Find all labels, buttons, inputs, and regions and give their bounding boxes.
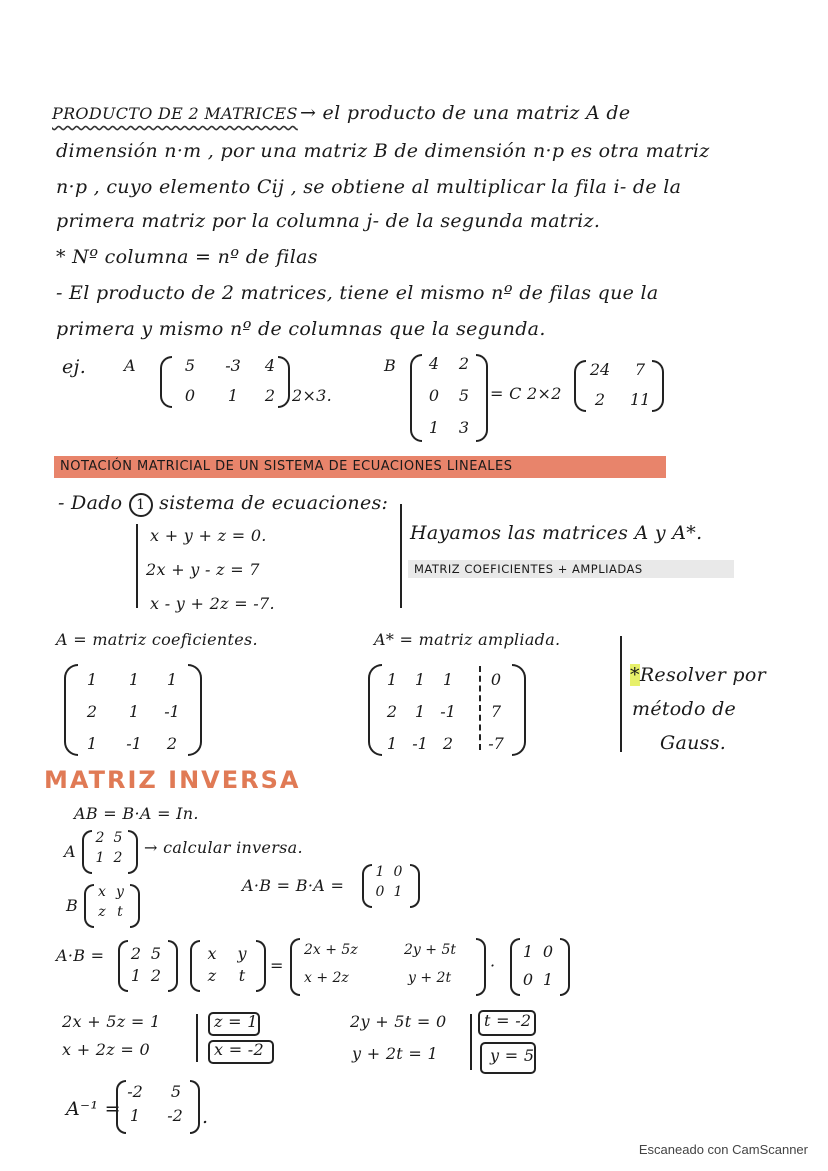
coef-left-bracket xyxy=(64,664,78,756)
prod-equals: = xyxy=(270,956,284,975)
matrix-a-cell: 5 xyxy=(184,356,196,375)
coef-cell: -1 xyxy=(126,734,142,753)
matrix-b-cell: 0 xyxy=(428,386,440,405)
coef-cell: 1 xyxy=(166,670,178,689)
prod-b-right xyxy=(256,940,266,992)
matrix-coef-label: A = matriz coeficientes. xyxy=(56,630,258,649)
system2-brace xyxy=(470,1014,472,1070)
ampliada-cell: -7 xyxy=(488,734,504,753)
coef-right-bracket xyxy=(188,664,202,756)
system1-brace xyxy=(196,1014,198,1062)
prod-a-cell: 2 xyxy=(130,944,142,963)
system1-eq2: x + 2z = 0 xyxy=(62,1040,150,1059)
inverse-cell: -2 xyxy=(167,1106,183,1125)
note-gauss-text-1: Resolver por xyxy=(639,664,767,686)
star-highlight: * xyxy=(630,664,640,686)
prod-a-left xyxy=(118,940,128,992)
right-note-matrices: Hayamos las matrices A y A*. xyxy=(410,522,703,544)
intro-rest-text: sistema de ecuaciones: xyxy=(159,492,389,514)
prod-i-right xyxy=(560,938,570,996)
coef-cell: 1 xyxy=(86,734,98,753)
prod-r-right xyxy=(476,938,486,996)
prod-i-cell: 0 xyxy=(542,942,554,961)
matrix-a-cell: 2 xyxy=(264,386,276,405)
ampliada-cell: 1 xyxy=(414,702,426,721)
ampliada-left-bracket xyxy=(368,664,382,756)
matrix-b-cell: 1 xyxy=(428,418,440,437)
identity-cell: 0 xyxy=(375,884,385,900)
matrix-b-cell: 5 xyxy=(458,386,470,405)
product-label: A·B = xyxy=(56,946,105,965)
definition-line-0: → el producto de una matriz A de xyxy=(300,102,631,124)
inverse-a-label: A xyxy=(64,842,76,861)
note-gauss-line-3: Gauss. xyxy=(660,732,727,754)
matrix-a-left-bracket xyxy=(160,356,172,408)
matrix-a-cell: -3 xyxy=(225,356,241,375)
inv-b-cell: x xyxy=(98,884,106,900)
sol1-x: x = -2 xyxy=(214,1040,264,1059)
prod-r-left xyxy=(290,938,300,996)
inverse-cell: 5 xyxy=(170,1082,182,1101)
inverse-right-bracket xyxy=(190,1080,200,1134)
prod-i-cell: 1 xyxy=(542,970,554,989)
inv-b-cell: t xyxy=(117,904,123,920)
note-gauss-line-2: método de xyxy=(632,698,737,720)
inv-b-cell: z xyxy=(98,904,106,920)
definition-line-1: dimensión n·m , por una matriz B de dimensión n·p es otra matriz xyxy=(56,140,710,162)
product-rule-line-1: - El producto de 2 matrices, tiene el mismo nº de filas que la xyxy=(56,282,659,304)
calculate-inverse-text: → calcular inversa. xyxy=(144,838,303,857)
inverse-cell: 1 xyxy=(129,1106,141,1125)
matrix-b-cell: 4 xyxy=(428,354,440,373)
matrix-b-right-bracket xyxy=(476,354,488,442)
inv-b-right-bracket xyxy=(130,884,140,928)
matrix-c-cell: 24 xyxy=(589,360,611,379)
note-columns-rows: * Nº columna = nº de filas xyxy=(56,246,318,268)
prod-r-cell: x + 2z xyxy=(304,970,349,986)
ampliada-cell: 2 xyxy=(386,702,398,721)
prod-a-cell: 2 xyxy=(150,966,162,985)
matrix-ampliada-label: A* = matriz ampliada. xyxy=(374,630,561,649)
intro-dado-text: - Dado xyxy=(58,492,123,514)
ampliada-right-bracket xyxy=(512,664,526,756)
matrix-a-cell: 1 xyxy=(227,386,239,405)
product-rule-line-2: primera y mismo nº de columnas que la segunda. xyxy=(56,318,546,340)
definition-line-2: n·p , cuyo elemento Cij , se obtiene al multiplicar la fila i- de la xyxy=(56,176,682,198)
matrix-c-left-bracket xyxy=(574,360,586,412)
ampliada-cell: 0 xyxy=(490,670,502,689)
inv-a-cell: 5 xyxy=(113,830,123,846)
matrix-a-label: A xyxy=(124,356,136,375)
right-small-note: MATRIZ COEFICIENTES + AMPLIADAS xyxy=(414,562,643,576)
note-gauss-line-1 xyxy=(630,664,766,686)
identity-equation: AB = B·A = In. xyxy=(74,804,199,823)
intro-dado xyxy=(58,492,388,517)
sol1-z: z = 1 xyxy=(214,1012,258,1031)
prod-b-left xyxy=(190,940,200,992)
section-title-producto: PRODUCTO DE 2 MATRICES xyxy=(52,104,298,123)
ampliada-cell: 2 xyxy=(442,734,454,753)
inv-a-cell: 2 xyxy=(113,850,123,866)
definition-line-3: primera matriz por la columna j- de la segunda matriz. xyxy=(56,210,601,232)
prod-r-cell: 2y + 5t xyxy=(404,942,456,958)
prod-b-cell: t xyxy=(238,966,246,985)
coef-cell: -1 xyxy=(164,702,180,721)
prod-b-cell: y xyxy=(237,944,247,963)
ab-ba-identity: A·B = B·A = xyxy=(242,876,345,895)
matrix-a-dimension: 2×3. xyxy=(292,386,333,405)
inverse-period: . xyxy=(202,1106,209,1128)
section-title-inversa: MATRIZ INVERSA xyxy=(44,766,301,794)
inv-a-right-bracket xyxy=(128,830,138,874)
inverse-cell: -2 xyxy=(127,1082,143,1101)
inverse-b-label: B xyxy=(66,896,79,915)
system-left-brace xyxy=(136,524,138,608)
camscanner-footer: Escaneado con CamScanner xyxy=(638,1142,808,1157)
ampliada-cell: 1 xyxy=(386,734,398,753)
note-divider xyxy=(620,636,622,752)
identity-cell: 1 xyxy=(393,884,403,900)
coef-cell: 1 xyxy=(128,670,140,689)
coef-cell: 1 xyxy=(86,670,98,689)
ampliada-cell: 7 xyxy=(490,702,502,721)
matrix-b-left-bracket xyxy=(410,354,422,442)
coef-cell: 2 xyxy=(166,734,178,753)
system1-eq1: 2x + 5z = 1 xyxy=(62,1012,161,1031)
prod-a-right xyxy=(168,940,178,992)
inverse-result-label: A⁻¹ = xyxy=(66,1098,121,1120)
matrix-b-cell: 3 xyxy=(458,418,470,437)
example-label: ej. xyxy=(62,356,87,378)
equation-2: 2x + y - z = 7 xyxy=(146,560,260,579)
coef-cell: 2 xyxy=(86,702,98,721)
coef-cell: 1 xyxy=(128,702,140,721)
prod-i-cell: 1 xyxy=(522,942,534,961)
matrix-b-cell: 2 xyxy=(458,354,470,373)
ampliada-cell: 1 xyxy=(442,670,454,689)
identity-cell: 0 xyxy=(393,864,403,880)
equation-3: x - y + 2z = -7. xyxy=(150,594,275,613)
prod-dot: · xyxy=(490,956,496,975)
matrix-b-label: B xyxy=(384,356,397,375)
identity-left-bracket xyxy=(362,864,372,908)
matrix-c-right-bracket xyxy=(652,360,664,412)
ampliada-cell: 1 xyxy=(414,670,426,689)
ampliada-cell: -1 xyxy=(440,702,456,721)
identity-cell: 1 xyxy=(375,864,385,880)
matrix-a-cell: 4 xyxy=(264,356,276,375)
inv-a-left-bracket xyxy=(82,830,92,874)
matrix-c-equals: = C 2×2 xyxy=(490,384,562,403)
equation-1: x + y + z = 0. xyxy=(150,526,267,545)
inv-b-left-bracket xyxy=(84,884,94,928)
ampliada-cell: -1 xyxy=(412,734,428,753)
system2-eq1: 2y + 5t = 0 xyxy=(350,1012,447,1031)
sol2-t: t = -2 xyxy=(484,1011,532,1030)
ampliada-divider xyxy=(479,666,481,750)
prod-i-cell: 0 xyxy=(522,970,534,989)
prod-b-cell: x xyxy=(207,944,217,963)
ampliada-cell: 1 xyxy=(386,670,398,689)
matrix-c-cell: 2 xyxy=(594,390,606,409)
section-title-notacion: NOTACIÓN MATRICIAL DE UN SISTEMA DE ECUACIONES LINEALES xyxy=(60,459,513,474)
matrix-c-cell: 7 xyxy=(634,360,646,379)
inv-b-cell: y xyxy=(116,884,124,900)
prod-r-cell: y + 2t xyxy=(408,970,452,986)
prod-r-cell: 2x + 5z xyxy=(304,942,358,958)
matrix-c-cell: 11 xyxy=(630,390,651,409)
prod-a-cell: 1 xyxy=(130,966,142,985)
prod-a-cell: 5 xyxy=(150,944,162,963)
prod-b-cell: z xyxy=(207,966,217,985)
system-right-brace xyxy=(400,504,402,608)
inv-a-cell: 2 xyxy=(95,830,105,846)
matrix-a-cell: 0 xyxy=(184,386,196,405)
circled-number: 1 xyxy=(129,493,153,517)
inv-a-cell: 1 xyxy=(95,850,105,866)
sol2-y: y = 5 xyxy=(490,1046,535,1065)
identity-right-bracket xyxy=(410,864,420,908)
prod-i-left xyxy=(510,938,520,996)
system2-eq2: y + 2t = 1 xyxy=(352,1044,438,1063)
